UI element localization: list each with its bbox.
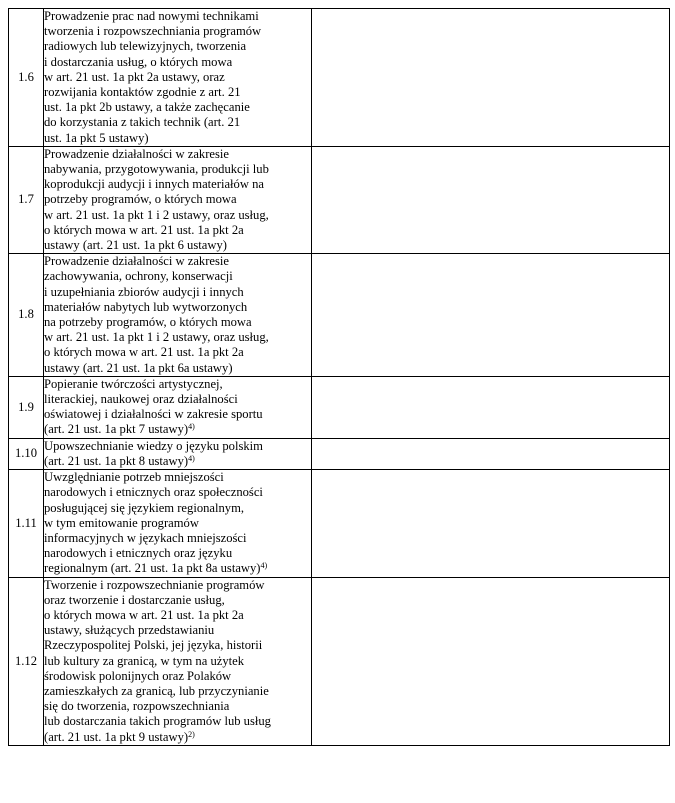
description-line-text: koprodukcji audycji i innych materiałów na: [44, 177, 264, 192]
description-line-text: radiowych lub telewizyjnych, tworzenia: [44, 39, 247, 54]
footnote-marker: 2): [188, 729, 195, 739]
description-line: [44, 377, 311, 392]
description-line-text: (art. 21 ust. 1a pkt 9 ustawy): [44, 729, 189, 744]
description-line: [44, 39, 311, 54]
description-line-text: środowisk polonijnych oraz Polaków: [44, 668, 232, 683]
answer-cell: [312, 438, 670, 469]
description-line: [44, 147, 311, 162]
description-line: [44, 392, 311, 407]
description-line-text: posługującej się językiem regionalnym,: [44, 500, 245, 515]
description-line-text: ust. 1a pkt 2b ustawy, a także zachęcanie: [44, 100, 250, 115]
description-line-text: (art. 21 ust. 1a pkt 7 ustawy): [44, 422, 189, 437]
row-description: [44, 9, 312, 147]
description-line-text: informacyjnych w językach mniejszości: [44, 530, 247, 545]
row-number: 1.6: [9, 9, 44, 147]
table-row: [9, 470, 670, 577]
row-number: 1.10: [9, 438, 44, 469]
row-number: 1.9: [9, 376, 44, 438]
table-row: [9, 9, 670, 147]
description-line-text: Popieranie twórczości artystycznej,: [44, 376, 223, 391]
description-line: [44, 361, 311, 376]
description-line-text: tworzenia i rozpowszechniania programów: [44, 24, 262, 39]
document-table: [8, 8, 670, 746]
row-description: [44, 254, 312, 377]
description-line: [44, 285, 311, 300]
row-number: 1.12: [9, 577, 44, 745]
table-row: [9, 146, 670, 253]
description-line: [44, 501, 311, 516]
description-line: [44, 516, 311, 531]
answer-cell: [312, 254, 670, 377]
description-line: [44, 345, 311, 360]
description-line: [44, 623, 311, 638]
description-line-text: (art. 21 ust. 1a pkt 8 ustawy): [44, 453, 189, 468]
description-line: [44, 223, 311, 238]
row-description: [44, 438, 312, 469]
description-line: [44, 714, 311, 729]
description-line-text: regionalnym (art. 21 ust. 1a pkt 8a ustawy): [44, 561, 261, 576]
description-line: [44, 85, 311, 100]
description-line-text: lub dostarczania takich programów lub usług: [44, 714, 271, 729]
description-line-text: lub kultury za granicą, w tym na użytek: [44, 653, 245, 668]
description-line: [44, 55, 311, 70]
description-line: [44, 684, 311, 699]
description-line: [44, 9, 311, 24]
answer-cell: [312, 9, 670, 147]
description-line-text: Uwzględnianie potrzeb mniejszości: [44, 470, 224, 485]
description-line: [44, 454, 311, 469]
footnote-marker: 4): [188, 422, 195, 432]
row-description: [44, 470, 312, 577]
description-line: [44, 100, 311, 115]
description-line: [44, 531, 311, 546]
description-line-text: rozwijania kontaktów zgodnie z art. 21: [44, 85, 241, 100]
row-number: 1.7: [9, 146, 44, 253]
description-line: [44, 238, 311, 253]
footnote-marker: 4): [188, 453, 195, 463]
description-line-text: narodowych i etnicznych oraz społeczności: [44, 485, 263, 500]
description-line-text: Prowadzenie działalności w zakresie: [44, 254, 229, 269]
description-line: [44, 470, 311, 485]
description-line: [44, 115, 311, 130]
description-line-text: potrzeby programów, o których mowa: [44, 192, 237, 207]
description-line-text: ust. 1a pkt 5 ustawy): [44, 130, 149, 145]
row-description: [44, 577, 312, 745]
answer-cell: [312, 470, 670, 577]
description-line-text: Rzeczypospolitej Polski, jej języka, historii: [44, 638, 263, 653]
description-line-text: do korzystania z takich technik (art. 21: [44, 115, 241, 130]
description-line-text: Prowadzenie działalności w zakresie: [44, 146, 229, 161]
description-line: [44, 546, 311, 561]
table-row: [9, 376, 670, 438]
description-line: [44, 638, 311, 653]
description-line: [44, 300, 311, 315]
description-line: [44, 131, 311, 146]
description-line: [44, 485, 311, 500]
row-description: [44, 146, 312, 253]
description-line: [44, 330, 311, 345]
row-description: [44, 376, 312, 438]
description-line: [44, 315, 311, 330]
description-line: [44, 192, 311, 207]
answer-cell: [312, 146, 670, 253]
description-line: [44, 561, 311, 576]
description-line-text: narodowych i etnicznych oraz języku: [44, 546, 233, 561]
description-line-text: nabywania, przygotowywania, produkcji lub: [44, 162, 269, 177]
description-line-text: zamieszkałych za granicą, lub przyczynianie: [44, 683, 269, 698]
description-line-text: i dostarczania usług, o których mowa: [44, 54, 233, 69]
description-line: [44, 407, 311, 422]
table-body: [9, 9, 670, 746]
description-line-text: o których mowa w art. 21 ust. 1a pkt 2a: [44, 607, 244, 622]
description-line-text: materiałów nabytych lub wytworzonych: [44, 299, 248, 314]
description-line: [44, 593, 311, 608]
description-line: [44, 269, 311, 284]
description-line: [44, 669, 311, 684]
footnote-marker: 4): [260, 561, 268, 571]
description-line: [44, 730, 311, 745]
answer-cell: [312, 376, 670, 438]
description-line-text: Tworzenie i rozpowszechnianie programów: [44, 577, 265, 592]
description-line-text: ustawy (art. 21 ust. 1a pkt 6 ustawy): [44, 238, 227, 253]
description-line-text: w art. 21 ust. 1a pkt 1 i 2 ustawy, oraz usług,: [44, 330, 269, 345]
description-line: [44, 70, 311, 85]
description-line-text: Prowadzenie prac nad nowymi technikami: [44, 9, 259, 23]
description-line: [44, 162, 311, 177]
table-row: [9, 254, 670, 377]
description-line: [44, 208, 311, 223]
description-line-text: ustawy (art. 21 ust. 1a pkt 6a ustawy): [44, 360, 233, 375]
description-line-text: w tym emitowanie programów: [44, 515, 199, 530]
answer-cell: [312, 577, 670, 745]
row-number: 1.8: [9, 254, 44, 377]
description-line: [44, 254, 311, 269]
description-line-text: zachowywania, ochrony, konserwacji: [44, 269, 233, 284]
row-number: 1.11: [9, 470, 44, 577]
description-line-text: się do tworzenia, rozpowszechniania: [44, 699, 230, 714]
description-line-text: w art. 21 ust. 1a pkt 1 i 2 ustawy, oraz usług,: [44, 207, 269, 222]
description-line-text: w art. 21 ust. 1a pkt 2a ustawy, oraz: [44, 69, 225, 84]
description-line: [44, 699, 311, 714]
description-line-text: i uzupełniania zbiorów audycji i innych: [44, 284, 244, 299]
description-line-text: o których mowa w art. 21 ust. 1a pkt 2a: [44, 345, 244, 360]
description-line-text: ustawy, służących przedstawianiu: [44, 623, 215, 638]
table-row: [9, 577, 670, 745]
description-line-text: na potrzeby programów, o których mowa: [44, 315, 252, 330]
description-line: [44, 24, 311, 39]
description-line: [44, 654, 311, 669]
description-line-text: oświatowej i działalności w zakresie sportu: [44, 407, 263, 422]
description-line-text: Upowszechnianie wiedzy o języku polskim: [44, 438, 263, 453]
description-line: [44, 177, 311, 192]
description-line-text: literackiej, naukowej oraz działalności: [44, 392, 238, 407]
description-line: [44, 608, 311, 623]
description-line: [44, 422, 311, 437]
description-line: [44, 578, 311, 593]
description-line-text: oraz tworzenie i dostarczanie usług,: [44, 592, 225, 607]
table-row: [9, 438, 670, 469]
description-line: [44, 439, 311, 454]
description-line-text: o których mowa w art. 21 ust. 1a pkt 2a: [44, 222, 244, 237]
